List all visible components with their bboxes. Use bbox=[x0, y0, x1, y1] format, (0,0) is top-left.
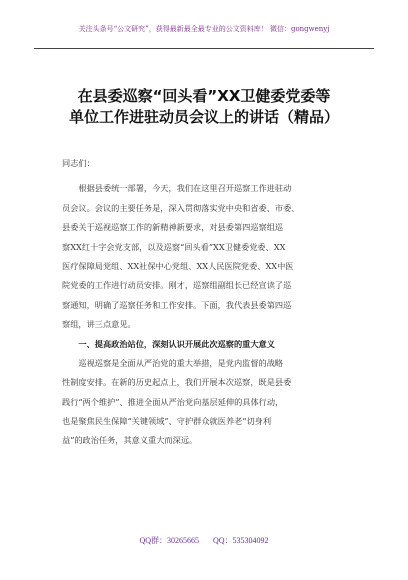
text-line: 根据县委统一部署，今天，我们在这里召开巡察工作进驻动 bbox=[62, 183, 292, 194]
text-line: 县委关于巡视巡察工作的新精神新要求，对县委第四巡察组巡 bbox=[62, 222, 284, 233]
section-heading-1: 一、提高政治站位，深刻认识开展此次巡察的重大意义 bbox=[62, 338, 275, 349]
text-line: 巡视巡察是全面从严治党的重大举措，是党内监督的战略 bbox=[62, 357, 284, 368]
header-divider bbox=[34, 48, 374, 49]
text-line: 察组，讲三点意见。 bbox=[62, 319, 136, 330]
text-line: 医疗保障局党组、XX社保中心党组、XX人民医院党委、XX中医 bbox=[62, 260, 294, 271]
document-title bbox=[40, 86, 368, 128]
text-line: 员会议。会议的主要任务是，深入贯彻落实党中央和省委、市委、 bbox=[62, 202, 300, 213]
text-line: 察通知，明确了巡察任务和工作安排。下面，我代表县委第四巡 bbox=[62, 299, 292, 310]
title-line-2: 单位工作进驻动员会议上的讲话（精品） bbox=[68, 108, 339, 126]
text-line: 性制度安排。在新的历史起点上，我们开展本次巡察，既是县委 bbox=[62, 377, 292, 388]
paragraph-2 bbox=[62, 354, 352, 451]
document-body bbox=[62, 154, 352, 451]
qq-number: QQ：535304092 bbox=[213, 536, 269, 545]
paragraph-1 bbox=[62, 179, 352, 334]
promo-banner-text: 关注头条号“公文研究”，获得最新最全最专业的公文资料库！ 微信：gongwenyj bbox=[78, 25, 330, 33]
title-line-1: 在县委巡察“回头看”XX卫健委党委等 bbox=[77, 87, 331, 105]
text-line: 践行“两个维护”、推进全面从严治党向基层延伸的具体行动， bbox=[62, 396, 284, 407]
page-header bbox=[0, 0, 408, 54]
qq-group-number: QQ群：30265665 bbox=[139, 536, 199, 545]
text-line: 院党委的工作进行动员安排。刚才，巡察组副组长已经宣读了巡 bbox=[62, 280, 292, 291]
text-line: 察XX红十字会党支部，以及巡察“回头看”XX卫健委党委、XX bbox=[62, 241, 286, 252]
text-line: 也是聚焦民生保障“关键领域”、守护群众就医养老“切身利 bbox=[62, 416, 272, 427]
text-line: 益”的政治任务，其意义重大而深远。 bbox=[62, 435, 198, 446]
salutation: 同志们： bbox=[62, 158, 95, 168]
page-footer bbox=[0, 535, 408, 546]
